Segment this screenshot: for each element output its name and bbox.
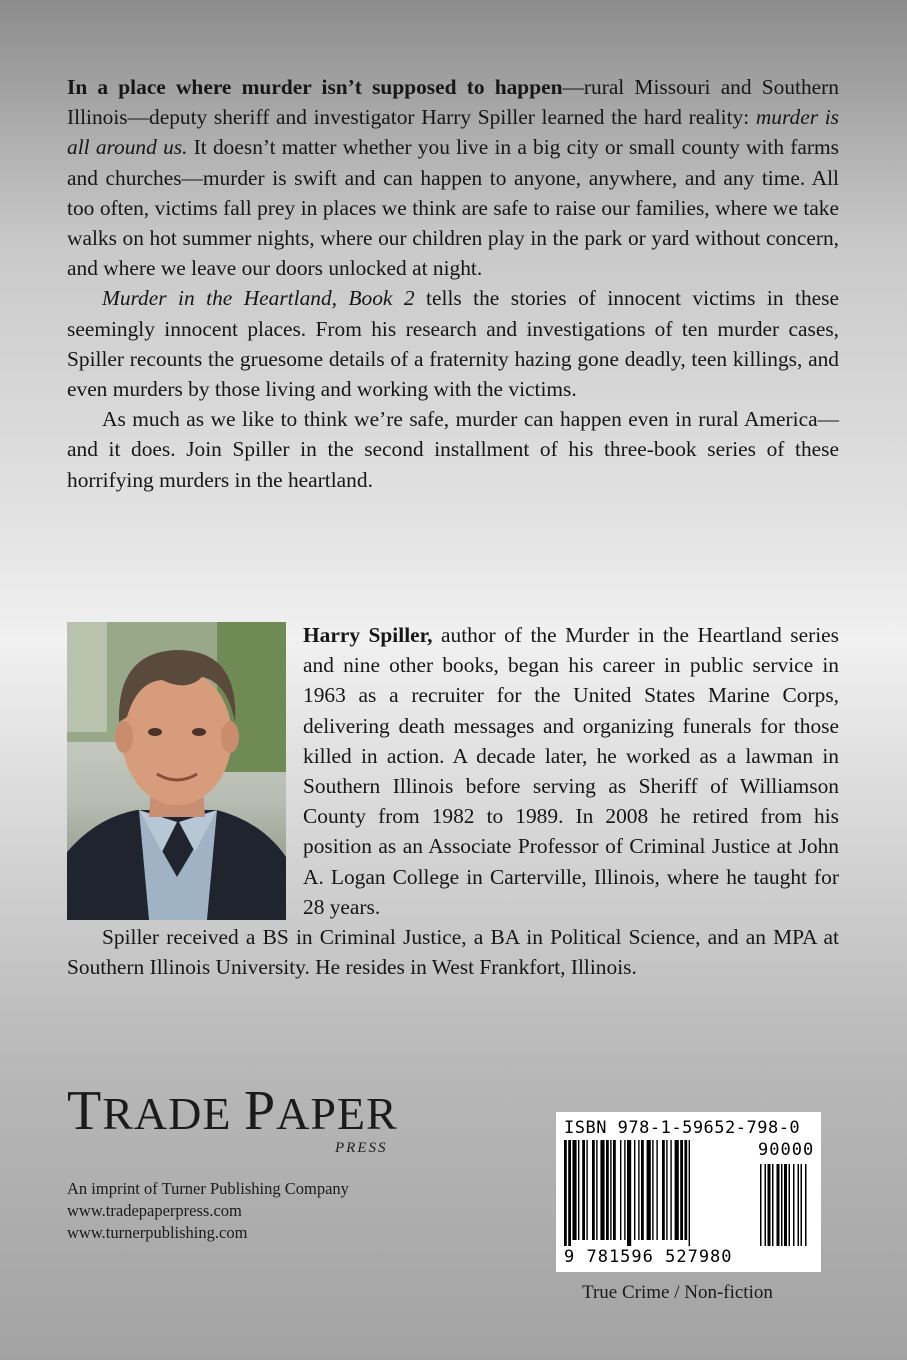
barcode-addon-bar xyxy=(765,1164,767,1246)
isbn-label: ISBN 978-1-59652-798-0 xyxy=(564,1118,801,1138)
barcode-addon-digits: 90000 xyxy=(758,1140,815,1160)
imprint-line: An imprint of Turner Publishing Company xyxy=(67,1179,349,1198)
bio-paragraph-1 xyxy=(303,620,839,922)
barcode-addon-bar xyxy=(777,1164,780,1246)
barcode-bar xyxy=(641,1140,644,1240)
barcode-addon-bar xyxy=(805,1164,807,1246)
barcode-bar xyxy=(670,1140,671,1240)
barcode-bar xyxy=(656,1140,657,1240)
bio-paragraph-2: Spiller received a BS in Criminal Justice, a BA in Political Science, and an MPA at Southern Illinois University. He resides in West Frankfort, Illinois. xyxy=(67,925,839,980)
publisher-logo-press: PRESS xyxy=(335,1140,388,1156)
blurb-emphasis: murder is all around us. xyxy=(67,105,839,160)
barcode-bar xyxy=(627,1140,631,1246)
barcode-bar xyxy=(675,1140,679,1240)
publisher-url-2: www.turnerpublishing.com xyxy=(67,1223,248,1242)
barcode-bar xyxy=(606,1140,609,1240)
barcode-bar xyxy=(680,1140,683,1240)
barcode-bar xyxy=(620,1140,621,1240)
barcode-addon-bar xyxy=(789,1164,791,1246)
barcode-bar xyxy=(564,1140,567,1246)
logo-letter: P xyxy=(243,1080,277,1142)
publisher-url-1: www.tradepaperpress.com xyxy=(67,1201,242,1220)
barcode-bar xyxy=(662,1140,665,1240)
barcode-addon-bar xyxy=(781,1164,783,1246)
barcode-bar xyxy=(586,1140,587,1240)
back-cover-blurb xyxy=(67,72,839,495)
publisher-logo xyxy=(67,1080,398,1156)
barcode-bar xyxy=(578,1140,579,1240)
blurb-paragraph-2 xyxy=(67,283,839,404)
barcode-addon-bar xyxy=(760,1164,762,1246)
blurb-lead-bold: In a place where murder isn’t supposed to happen xyxy=(67,75,563,99)
barcode-bar xyxy=(592,1140,595,1240)
barcode-addon-bar xyxy=(772,1164,774,1246)
barcode-bar xyxy=(647,1140,651,1240)
logo-letters: RADE xyxy=(102,1088,244,1139)
barcode-bar xyxy=(684,1140,687,1240)
author-bio xyxy=(67,620,839,982)
logo-letter: T xyxy=(67,1080,103,1142)
barcode-addon-bar xyxy=(798,1164,800,1246)
book-title: Murder in the Heartland, Book 2 xyxy=(102,286,415,311)
barcode-bar xyxy=(689,1140,690,1246)
barcode-bar xyxy=(568,1140,571,1246)
blurb-paragraph-3: As much as we like to think we’re safe, murder can happen even in rural America—and it does. Join Spiller in the second installment of his three-book series of these horrifying murders in the heartland. xyxy=(67,407,839,492)
barcode-bar xyxy=(624,1140,625,1240)
bio-wrapped-block xyxy=(67,620,839,922)
logo-letters: APER xyxy=(276,1088,398,1139)
publisher-info xyxy=(67,1178,349,1244)
barcode-addon-bar xyxy=(793,1164,795,1246)
publisher-logo-wordmark xyxy=(67,1080,398,1142)
bio-text: author of the Murder in the Heartland series and nine other books, began his career in public service in 1963 as a recruiter for the United States Marine Corps, delivering death messages and organizing funerals for those killed in action. A decade later, he worked as a lawman in Southern Illinois before serving as Sheriff of Williamson County from 1982 to 1989. In 2008 he retired from his position as an Associate Professor of Criminal Justice at John A. Logan College in Carterville, Illinois, where he taught for 28 years. xyxy=(303,623,840,919)
barcode-bar xyxy=(652,1140,653,1240)
barcode-ean-digits: 9 781596 527980 xyxy=(564,1247,733,1267)
author-name: Harry Spiller, xyxy=(303,623,433,647)
barcode-bar xyxy=(596,1140,597,1240)
blurb-text: tells the stories of innocent victims in these seemingly innocent places. From his research and investigations of ten murder cases, Spiller recounts the gruesome details of a fraternity hazing gone deadly, teen killings, and even murders by those living and working with the victims. xyxy=(67,286,839,402)
blurb-text: —rural Missouri and Southern Illinois—deputy sheriff and investigator Harry Spiller learned the hard reality: xyxy=(67,75,839,130)
barcode-bar xyxy=(634,1140,635,1240)
barcode-bar xyxy=(572,1140,576,1240)
barcode-bar xyxy=(600,1140,604,1240)
barcode-bar xyxy=(582,1140,585,1240)
blurb-text: It doesn’t matter whether you live in a big city or small county with farms and churches—murder is swift and can happen to anyone, anywhere, and any time. All too often, victims fall prey in places we think are safe to raise our families, where we take walks on hot summer nights, where our children play in the park or yard without concern, and where we leave our doors unlocked at night. xyxy=(67,135,839,281)
genre-label: True Crime / Non-fiction xyxy=(582,1282,773,1303)
barcode-addon-bar xyxy=(784,1164,787,1246)
barcode-bar xyxy=(610,1140,611,1240)
barcode-bar xyxy=(613,1140,616,1240)
barcode-bar xyxy=(638,1140,639,1240)
barcode-addon-bar xyxy=(801,1164,803,1246)
barcode-bar xyxy=(666,1140,667,1240)
blurb-paragraph-1 xyxy=(67,72,839,283)
isbn-barcode xyxy=(556,1112,821,1272)
barcode-addon-bar xyxy=(768,1164,771,1246)
